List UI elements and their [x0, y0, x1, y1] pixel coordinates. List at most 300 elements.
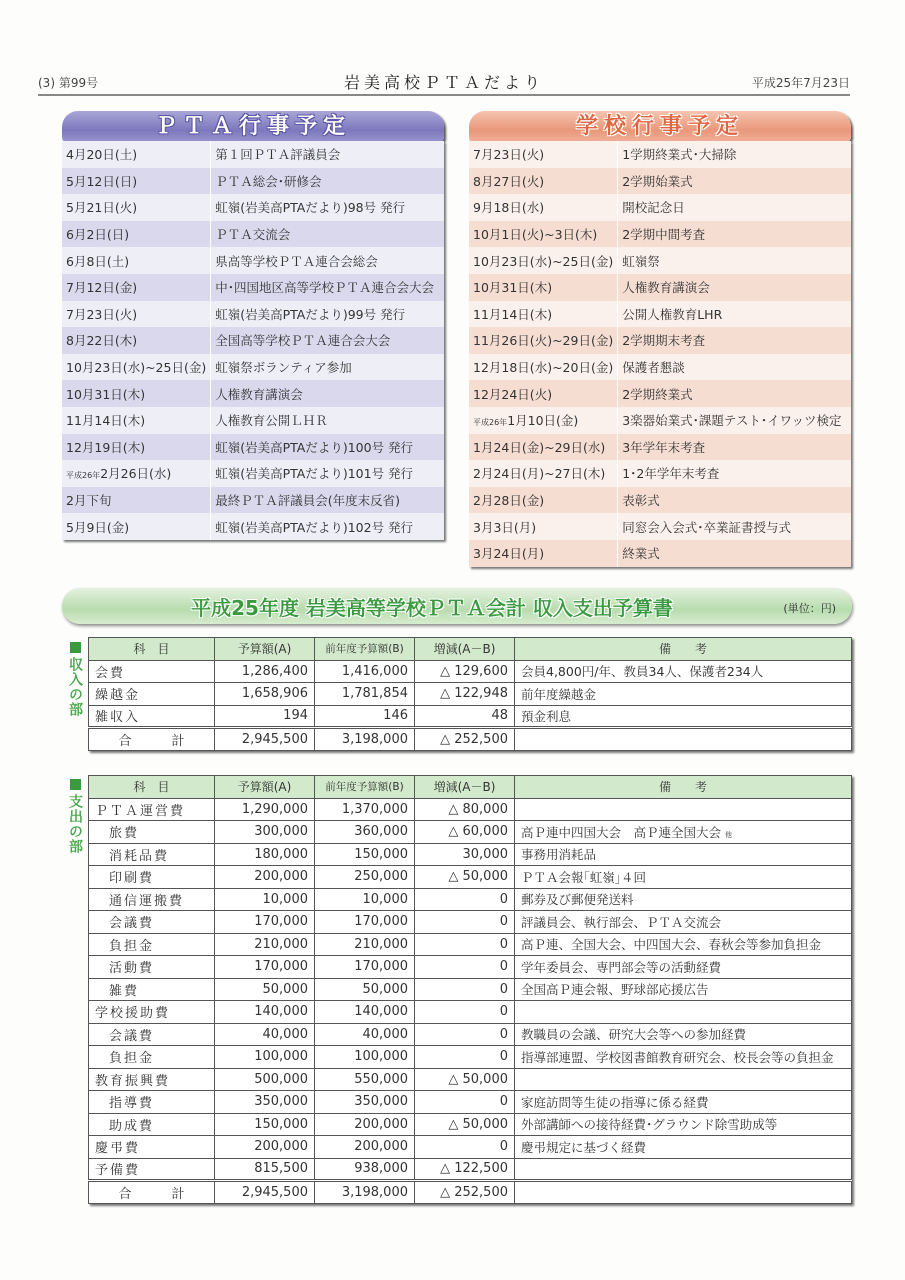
school-schedule-row: [469, 274, 851, 301]
budget-diff: 0: [415, 933, 515, 956]
budget-diff: △ 252,500: [415, 728, 515, 751]
budget-note-cell: [515, 1158, 852, 1181]
event-date: 1月10日(金): [507, 413, 579, 429]
event-date: 12月18日(水)~20日(金): [473, 360, 614, 376]
school-schedule-banner: [469, 111, 851, 143]
event-name-cell: [618, 327, 851, 354]
budget-diff: 0: [415, 956, 515, 979]
budget-item-cell: [89, 660, 215, 683]
event-name: 人権教育公開ＬＨＲ: [215, 413, 328, 429]
budget-row: [89, 933, 852, 956]
budget-diff: 0: [415, 1001, 515, 1024]
budget-diff: 0: [415, 1023, 515, 1046]
pta-schedule-row: [62, 168, 444, 195]
budget-row: [89, 1136, 852, 1159]
newsletter-title: 岩美高校ＰＴＡだより: [343, 73, 544, 92]
budget-item: 通信運搬費: [109, 893, 185, 909]
budget-amount-b: 210,000: [315, 933, 415, 956]
budget-item: 会議費: [109, 916, 155, 932]
event-date-cell: [469, 407, 618, 434]
budget-amount-a: 200,000: [215, 1136, 315, 1159]
budget-diff: △ 80,000: [415, 798, 515, 821]
event-date: 8月22日(木): [66, 333, 138, 349]
event-date-cell: [469, 168, 618, 195]
budget-note: 指導部連盟、学校図書館教育研究会、校長会等の負担金: [521, 1049, 834, 1065]
budget-note: 教職員の会議、研究大会等への参加経費: [521, 1027, 747, 1043]
event-date-cell: [469, 380, 618, 407]
event-date: 5月9日(金): [66, 519, 130, 535]
budget-row: [89, 888, 852, 911]
budget-note: 外部講師への接待経費･グラウンド除雪助成等: [521, 1117, 778, 1133]
budget-amount-b: 938,000: [315, 1158, 415, 1181]
budget-amount-b: 170,000: [315, 911, 415, 934]
budget-amount-b: 170,000: [315, 956, 415, 979]
budget-amount-a: 140,000: [215, 1001, 315, 1024]
event-name: 公開人権教育LHR: [622, 306, 723, 322]
budget-item: ＰＴＡ運営費: [95, 803, 186, 819]
pta-schedule-row: [62, 274, 444, 301]
event-date-cell: [62, 141, 211, 168]
school-schedule-row: [469, 141, 851, 168]
school-schedule-row: [469, 460, 851, 487]
budget-diff: △ 122,948: [415, 683, 515, 706]
budget-amount-a: 10,000: [215, 888, 315, 911]
budget-row: [89, 1068, 852, 1091]
budget-note-suffix: 他: [725, 830, 732, 839]
event-name-cell: [211, 194, 444, 221]
event-name: 2学期中間考査: [622, 227, 706, 243]
event-date-cell: [469, 301, 618, 328]
event-name-cell: [618, 354, 851, 381]
event-name: 全国高等学校ＰＴＡ連合会大会: [215, 333, 391, 349]
income-table: [88, 637, 852, 751]
pta-schedule-table: [62, 141, 444, 540]
event-name: 1･2年学年末考査: [622, 466, 720, 482]
budget-item-cell: [89, 1113, 215, 1136]
school-schedule-row: [469, 327, 851, 354]
expense-table: [88, 775, 852, 1204]
budget-note-cell: [515, 911, 852, 934]
budget-note: 預金利息: [521, 708, 572, 724]
budget-amount-a: 100,000: [215, 1046, 315, 1069]
budget-item: 負担金: [109, 938, 155, 954]
budget-note-cell: [515, 1091, 852, 1114]
budget-amount-b: 3,198,000: [315, 1181, 415, 1204]
pta-schedule-row: [62, 141, 444, 168]
budget-amount-b: 140,000: [315, 1001, 415, 1024]
column-header: 増減(A－B): [415, 776, 515, 799]
budget-note: 家庭訪問等生徒の指導に係る経費: [521, 1094, 709, 1110]
budget-note-cell: [515, 843, 852, 866]
event-name-cell: [211, 434, 444, 461]
date-year-prefix: 平成26年: [66, 471, 101, 481]
budget-item: 合計: [118, 1186, 225, 1202]
budget-amount-a: 2,945,500: [215, 1181, 315, 1204]
event-date: 6月2日(日): [66, 227, 130, 243]
budget-note: 前年度繰越金: [521, 686, 597, 702]
column-header: 備 考: [515, 776, 852, 799]
budget-item-cell: [89, 843, 215, 866]
column-header: 前年度予算額(B): [315, 638, 415, 661]
school-schedule-row: [469, 301, 851, 328]
budget-amount-b: 550,000: [315, 1068, 415, 1091]
budget-note: 慶弔規定に基づく経費: [521, 1139, 647, 1155]
budget-item: 会議費: [109, 1028, 155, 1044]
budget-amount-b: 1,370,000: [315, 798, 415, 821]
event-date-cell: [469, 354, 618, 381]
pta-schedule-row: [62, 460, 444, 487]
budget-item-cell: [89, 888, 215, 911]
event-date-cell: [469, 434, 618, 461]
budget-diff: △ 50,000: [415, 1068, 515, 1091]
event-date-cell: [62, 194, 211, 221]
event-date-cell: [62, 487, 211, 514]
budget-amount-b: 250,000: [315, 866, 415, 889]
budget-amount-b: 200,000: [315, 1136, 415, 1159]
school-schedule-row: [469, 221, 851, 248]
event-name: 人権教育講演会: [622, 280, 710, 296]
budget-note-cell: [515, 1181, 852, 1204]
budget-amount-b: 40,000: [315, 1023, 415, 1046]
event-name: 虹嶺祭: [622, 253, 660, 269]
budget-diff: 0: [415, 1136, 515, 1159]
event-name-cell: [211, 301, 444, 328]
event-name-cell: [211, 487, 444, 514]
pta-schedule-row: [62, 327, 444, 354]
pta-schedule-banner: [62, 111, 444, 143]
budget-item: 負担金: [109, 1051, 155, 1067]
pta-schedule-row: [62, 247, 444, 274]
event-name-cell: [211, 141, 444, 168]
budget-note-cell: [515, 888, 852, 911]
budget-row: [89, 956, 852, 979]
event-date: 10月1日(火)~3日(木): [473, 227, 598, 243]
pta-schedule-row: [62, 434, 444, 461]
pta-schedule-row: [62, 407, 444, 434]
event-name: 虹嶺(岩美高PTAだより)102号 発行: [215, 519, 414, 535]
budget-row: [89, 1113, 852, 1136]
budget-diff: 0: [415, 911, 515, 934]
budget-item: 慶弔費: [95, 1141, 141, 1157]
budget-note: 学年委員会、専門部会等の活動経費: [521, 959, 722, 975]
pta-schedule-row: [62, 301, 444, 328]
pta-schedule-row: [62, 487, 444, 514]
budget-title: 平成25年度 岩美高等学校ＰＴＡ会計 収入支出予算書: [191, 596, 673, 620]
column-header: 備 考: [515, 638, 852, 661]
budget-note-cell: [515, 1046, 852, 1069]
event-name-cell: [211, 221, 444, 248]
event-date: 2月28日(金): [473, 493, 545, 509]
event-name-cell: [211, 380, 444, 407]
event-date-cell: [469, 274, 618, 301]
budget-item-cell: [89, 956, 215, 979]
event-date-cell: [62, 168, 211, 195]
event-date-cell: [469, 513, 618, 540]
school-schedule-row: [469, 434, 851, 461]
budget-diff: △ 50,000: [415, 1113, 515, 1136]
budget-amount-a: 210,000: [215, 933, 315, 956]
event-name-cell: [618, 487, 851, 514]
budget-note-cell: [515, 1068, 852, 1091]
budget-note-cell: [515, 705, 852, 728]
budget-item: 雑費: [109, 983, 140, 999]
budget-row: [89, 798, 852, 821]
column-header: 前年度予算額(B): [315, 776, 415, 799]
budget-amount-b: 360,000: [315, 821, 415, 844]
column-header: 科 目: [89, 776, 215, 799]
budget-note-cell: [515, 1023, 852, 1046]
budget-diff: 48: [415, 705, 515, 728]
budget-row: [89, 1023, 852, 1046]
event-name: 保護者懇談: [622, 360, 685, 376]
pta-schedule-row: [62, 354, 444, 381]
budget-diff: △ 252,500: [415, 1181, 515, 1204]
budget-note: ＰＴＡ会報｢虹嶺｣４回: [521, 869, 647, 885]
event-date-cell: [469, 327, 618, 354]
budget-note-cell: [515, 956, 852, 979]
event-date-cell: [469, 460, 618, 487]
event-name: 中･四国地区高等学校ＰＴＡ連合会大会: [215, 280, 434, 296]
budget-item: 活動費: [109, 961, 155, 977]
budget-row: [89, 660, 852, 683]
school-schedule-row: [469, 487, 851, 514]
date-year-prefix: 平成26年: [473, 418, 508, 428]
expense-label-text: 支出の部: [67, 794, 83, 854]
event-date: 10月23日(水)~25日(金): [473, 253, 614, 269]
event-name-cell: [211, 327, 444, 354]
event-name-cell: [618, 460, 851, 487]
event-date: 7月23日(火): [66, 306, 138, 322]
school-schedule-row: [469, 354, 851, 381]
event-name-cell: [211, 247, 444, 274]
budget-amount-b: 100,000: [315, 1046, 415, 1069]
event-date: 7月23日(火): [473, 147, 545, 163]
budget-note: 評議員会、執行部会、ＰＴＡ交流会: [521, 914, 722, 930]
budget-banner: [62, 588, 852, 624]
budget-item-cell: [89, 1023, 215, 1046]
event-name-cell: [618, 194, 851, 221]
budget-amount-a: 1,290,000: [215, 798, 315, 821]
event-date-cell: [62, 247, 211, 274]
budget-item-cell: [89, 798, 215, 821]
event-name-cell: [618, 221, 851, 248]
budget-amount-a: 2,945,500: [215, 728, 315, 751]
school-schedule-row: [469, 540, 851, 567]
school-schedule-row: [469, 168, 851, 195]
budget-header-row: [89, 638, 852, 661]
budget-note-cell: [515, 660, 852, 683]
event-name-cell: [618, 407, 851, 434]
pta-schedule-title: ＰＴＡ行事予定: [154, 114, 351, 139]
budget-row: [89, 866, 852, 889]
budget-item-cell: [89, 1046, 215, 1069]
budget-amount-b: 146: [315, 705, 415, 728]
budget-item: 指導費: [109, 1096, 155, 1112]
pta-schedule-row: [62, 380, 444, 407]
pta-schedule-row: [62, 194, 444, 221]
budget-note-cell: [515, 978, 852, 1001]
budget-amount-b: 1,781,854: [315, 683, 415, 706]
event-date: 4月20日(土): [66, 147, 138, 163]
event-date-cell: [62, 513, 211, 540]
budget-row: [89, 1158, 852, 1181]
event-date-cell: [62, 354, 211, 381]
event-date: 5月12日(日): [66, 173, 138, 189]
budget-row: [89, 1001, 852, 1024]
budget-item: 印刷費: [109, 871, 155, 887]
event-date: 2月24日(月)~27日(木): [473, 466, 606, 482]
event-name-cell: [618, 380, 851, 407]
budget-note: 会員4,800円/年、教員34人、保護者234人: [521, 664, 764, 680]
event-date: 8月27日(火): [473, 173, 545, 189]
budget-diff: △ 122,500: [415, 1158, 515, 1181]
budget-amount-b: 1,416,000: [315, 660, 415, 683]
budget-amount-b: 150,000: [315, 843, 415, 866]
budget-note-cell: [515, 821, 852, 844]
event-name: 3年学年末考査: [622, 439, 706, 455]
event-date: 12月19日(木): [66, 439, 146, 455]
budget-amount-a: 350,000: [215, 1091, 315, 1114]
budget-row: [89, 821, 852, 844]
event-name-cell: [211, 513, 444, 540]
budget-item: 消耗品費: [109, 848, 170, 864]
event-date: 6月8日(土): [66, 253, 130, 269]
budget-note-cell: [515, 798, 852, 821]
income-section-label: [66, 640, 84, 721]
budget-amount-b: 3,198,000: [315, 728, 415, 751]
budget-note: 郵券及び郵便発送料: [521, 892, 634, 908]
budget-row: [89, 683, 852, 706]
issue-number: (3) 第99号: [38, 76, 99, 90]
event-date: 5月21日(火): [66, 200, 138, 216]
event-date: 3月24日(月): [473, 546, 545, 562]
event-name: 開校記念日: [622, 200, 685, 216]
event-date: 2月下旬: [66, 493, 112, 509]
budget-item: 雑収入: [95, 710, 141, 726]
budget-row: [89, 1046, 852, 1069]
budget-amount-b: 10,000: [315, 888, 415, 911]
event-name-cell: [618, 141, 851, 168]
budget-item: 合計: [118, 733, 225, 749]
event-date-cell: [62, 407, 211, 434]
school-schedule-row: [469, 247, 851, 274]
school-schedule-title: 学校行事予定: [575, 114, 744, 139]
event-name: 2学期終業式: [622, 386, 693, 402]
budget-diff: △ 129,600: [415, 660, 515, 683]
event-date-cell: [469, 247, 618, 274]
page-header: [38, 70, 850, 96]
budget-unit: (単位：円): [783, 602, 836, 615]
event-name-cell: [211, 274, 444, 301]
event-name: 最終ＰＴＡ評議員会(年度末反省): [215, 493, 400, 509]
event-name: 1学期終業式･大掃除: [622, 147, 737, 163]
budget-item: 予備費: [95, 1163, 141, 1179]
budget-amount-a: 170,000: [215, 911, 315, 934]
event-name-cell: [618, 301, 851, 328]
budget-row: [89, 911, 852, 934]
budget-diff: 0: [415, 1046, 515, 1069]
event-name: 3楽器始業式･課題テスト･イワッツ検定: [622, 413, 842, 429]
budget-amount-a: 1,658,906: [215, 683, 315, 706]
event-date-cell: [62, 274, 211, 301]
budget-item-cell: [89, 1091, 215, 1114]
event-date-cell: [62, 221, 211, 248]
budget-item: 会費: [95, 665, 126, 681]
budget-note-cell: [515, 866, 852, 889]
event-date: 12月24日(火): [473, 386, 553, 402]
budget-item: 助成費: [109, 1118, 155, 1134]
budget-row: [89, 978, 852, 1001]
event-name: ＰＴＡ総会･研修会: [215, 173, 322, 189]
budget-amount-a: 180,000: [215, 843, 315, 866]
budget-diff: 0: [415, 888, 515, 911]
budget-diff: 0: [415, 978, 515, 1001]
event-name: 同窓会入会式･卒業証書授与式: [622, 519, 791, 535]
budget-note-cell: [515, 1136, 852, 1159]
budget-diff: △ 60,000: [415, 821, 515, 844]
budget-note: 事務用消耗品: [521, 847, 597, 863]
event-name-cell: [211, 354, 444, 381]
school-schedule-row: [469, 380, 851, 407]
event-date: 11月26日(火)~29日(金): [473, 333, 614, 349]
budget-amount-a: 40,000: [215, 1023, 315, 1046]
event-date: 9月18日(水): [473, 200, 545, 216]
event-date: 11月14日(木): [66, 413, 146, 429]
budget-diff: △ 50,000: [415, 866, 515, 889]
event-name: 虹嶺(岩美高PTAだより)100号 発行: [215, 439, 414, 455]
event-name-cell: [211, 407, 444, 434]
budget-item-cell: [89, 1136, 215, 1159]
budget-note-cell: [515, 728, 852, 751]
event-date: 11月14日(木): [473, 306, 553, 322]
budget-item: 旅費: [109, 826, 140, 842]
budget-amount-b: 350,000: [315, 1091, 415, 1114]
event-name: 虹嶺祭ボランティア参加: [215, 360, 352, 376]
event-name-cell: [211, 168, 444, 195]
event-date: 10月31日(木): [66, 386, 146, 402]
budget-item-cell: [89, 1068, 215, 1091]
event-date-cell: [62, 460, 211, 487]
event-date: 1月24日(金)~29日(水): [473, 439, 606, 455]
budget-note-cell: [515, 933, 852, 956]
budget-row: [89, 705, 852, 728]
event-name: 2学期期末考査: [622, 333, 706, 349]
budget-item-cell: [89, 1181, 225, 1204]
budget-row: [89, 1091, 852, 1114]
school-schedule-row: [469, 513, 851, 540]
event-date: 3月3日(月): [473, 519, 537, 535]
budget-item-cell: [89, 1158, 215, 1181]
budget-amount-a: 1,286,400: [215, 660, 315, 683]
budget-amount-a: 300,000: [215, 821, 315, 844]
event-name: 人権教育講演会: [215, 386, 303, 402]
budget-amount-a: 500,000: [215, 1068, 315, 1091]
event-name-cell: [618, 434, 851, 461]
event-name: 虹嶺(岩美高PTAだより)101号 発行: [215, 466, 414, 482]
budget-diff: 30,000: [415, 843, 515, 866]
event-name-cell: [618, 247, 851, 274]
budget-item-cell: [89, 911, 215, 934]
budget-amount-b: 50,000: [315, 978, 415, 1001]
event-date-cell: [469, 487, 618, 514]
event-date-cell: [62, 327, 211, 354]
event-date-cell: [469, 221, 618, 248]
budget-note: 全国高Ｐ連会報、野球部応援広告: [521, 982, 709, 998]
school-schedule-row: [469, 194, 851, 221]
income-label-text: 収入の部: [67, 657, 83, 717]
school-schedule-row: [469, 407, 851, 434]
event-name-cell: [618, 540, 851, 567]
